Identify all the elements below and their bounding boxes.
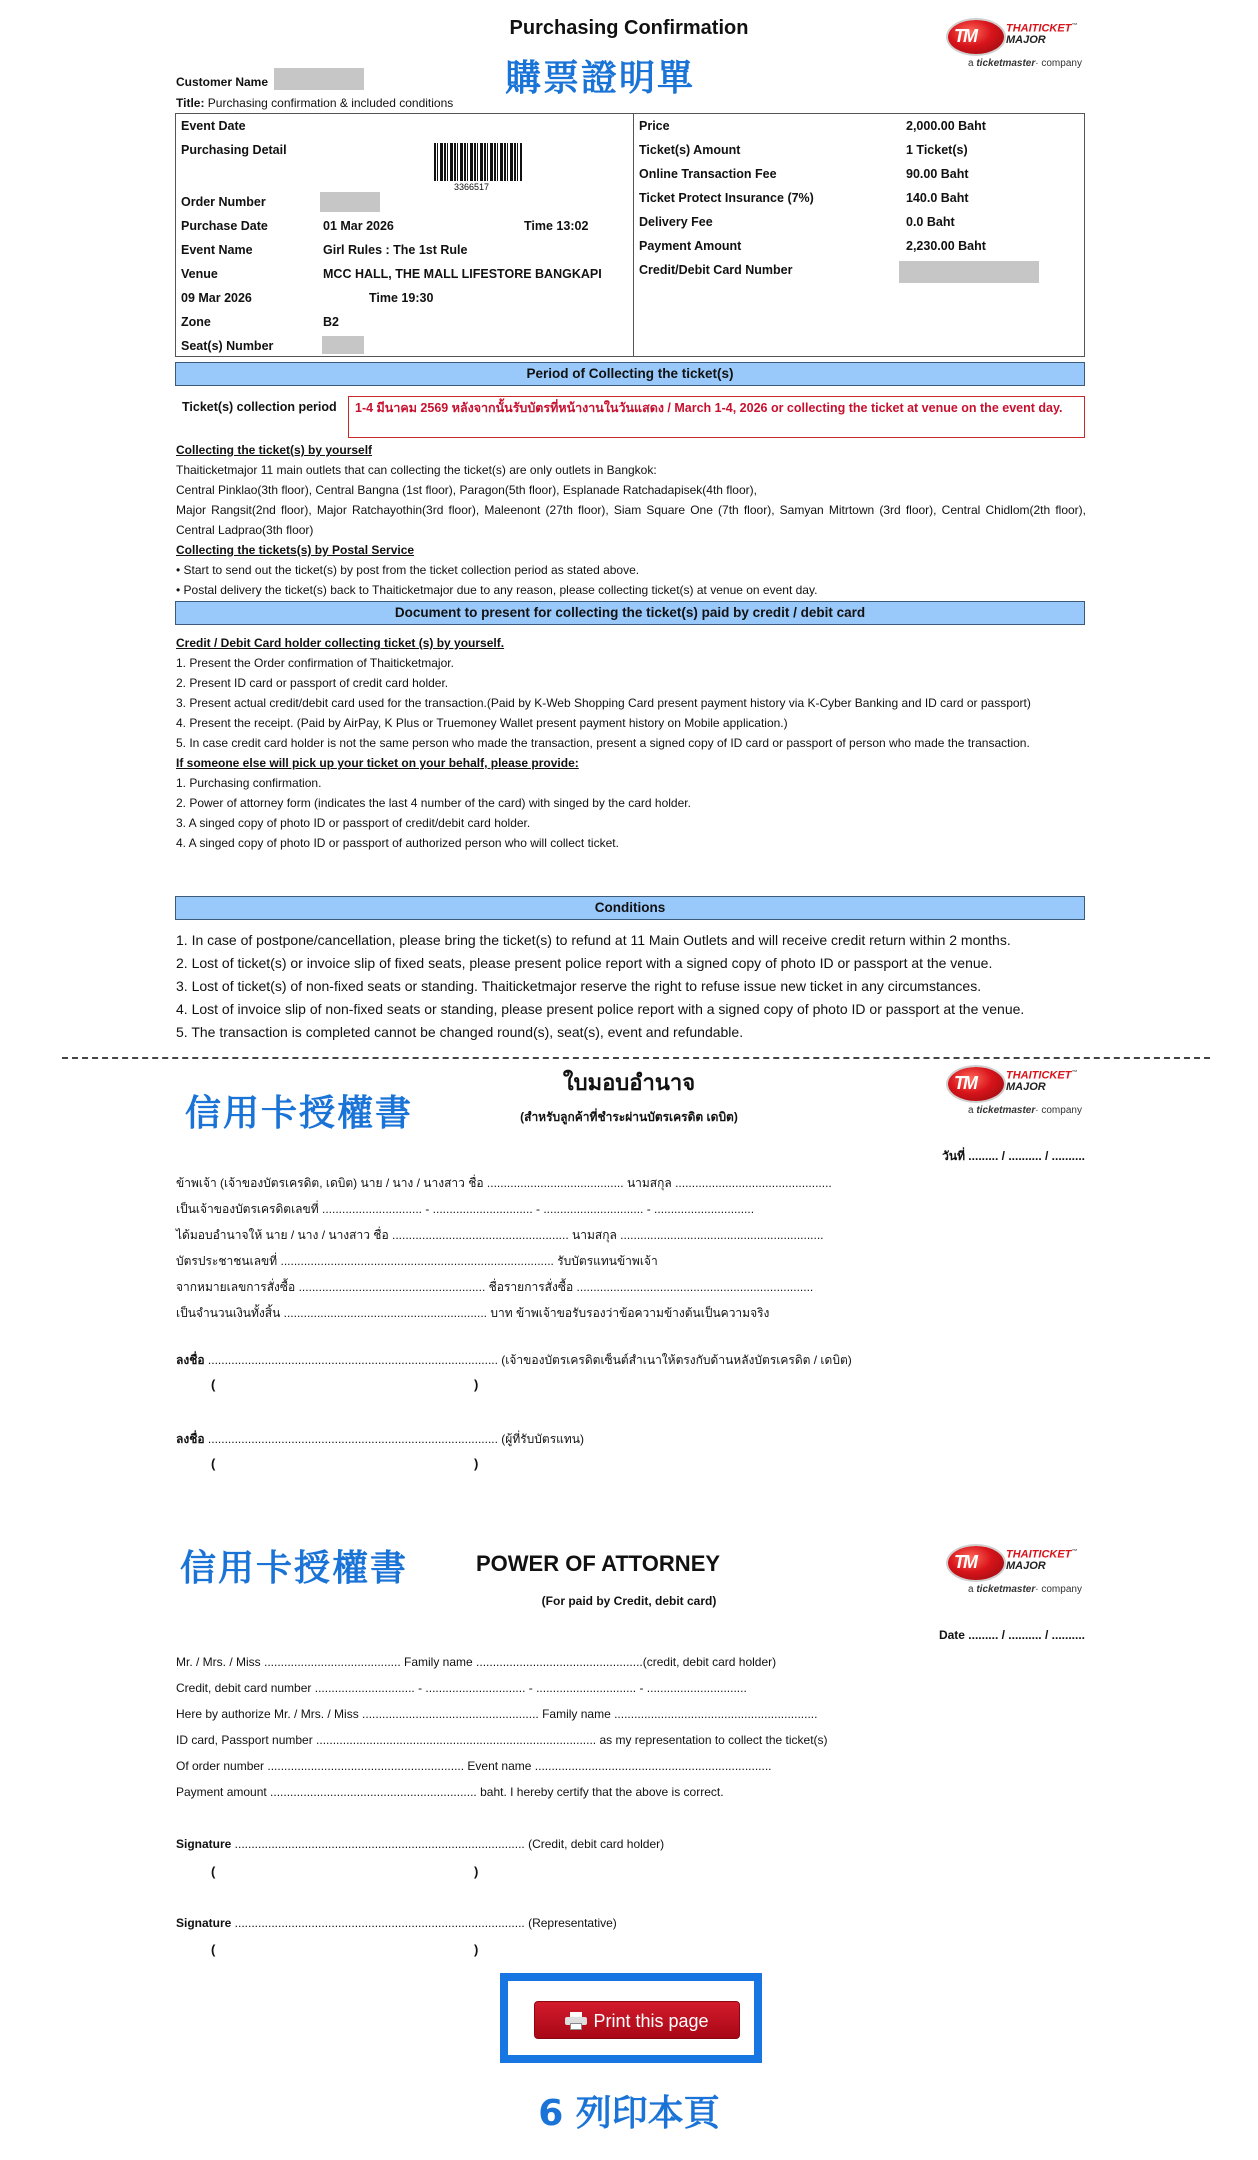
representative-item: 2. Power of attorney form (indicates the last 4 number of the card) with singed by the card holder. [176, 796, 691, 810]
print-button-highlight-frame [500, 1973, 762, 2063]
insurance-value: 140.0 Baht [906, 191, 969, 205]
purchase-date-label: Purchase Date [181, 219, 268, 233]
thai-form-line-id-card[interactable]: บัตรประชาชนเลขที่ .................................................................................. รับบัตรแทนข้าพเจ้า [176, 1254, 658, 1268]
english-form-line-order[interactable]: Of order number ........................................................... Event name ....................................................................... [176, 1759, 772, 1773]
barcode-number: 3366517 [454, 182, 490, 192]
payment-amount-label: Payment Amount [639, 239, 742, 253]
venue-value: MCC HALL, THE MALL LIFESTORE BANGKAPI [323, 267, 602, 281]
thaiticketmajor-logo: TM THAITICKET™ MAJOR a ticketmaster· company [948, 16, 1098, 72]
english-form-line-id-card[interactable]: ID card, Passport number .................................................................................... as my representation to collect the ticket(s) [176, 1733, 828, 1747]
english-signature-representative[interactable]: Signature ....................................................................................... (Representative) [176, 1916, 617, 1930]
collection-info [176, 440, 1086, 600]
representative-item: 3. A singed copy of photo ID or passport of credit/debit card holder. [176, 816, 531, 830]
thai-form-line-order[interactable]: จากหมายเลขการสั่งซื้อ ........................................................ ชื่อรายการสั่งซื้อ ....................................................................... [176, 1280, 814, 1294]
table-divider [633, 114, 634, 356]
thaiticketmajor-logo: TM THAITICKET™ MAJOR a ticketmaster· company [948, 1542, 1098, 1598]
purchase-time: Time 13:02 [524, 219, 589, 233]
cjk-annotation-english-poa: 信用卡授權書 [180, 1548, 409, 1589]
event-date-label: Event Date [181, 119, 246, 133]
english-form-line-representative[interactable]: Here by authorize Mr. / Mrs. / Miss ..................................................... Family name ............................................................. [176, 1707, 818, 1721]
thai-form-line-amount[interactable]: เป็นจำนวนเงินทั้งสิ้น ............................................................. บาท ข้าพเจ้าขอรับรองว่าข้อความข้างต้นเป็นความจริง [176, 1306, 770, 1320]
condition-item: 5. The transaction is completed cannot be changed round(s), seat(s), event and refundable. [176, 1024, 744, 1040]
postal-item-1: • Start to send out the ticket(s) by post from the ticket collection period as stated above. [176, 563, 640, 577]
delivery-fee-value: 0.0 Baht [906, 215, 955, 229]
english-form-line-amount[interactable]: Payment amount .............................................................. baht. I hereby certify that the above is correct. [176, 1785, 724, 1799]
customer-name-field [176, 75, 364, 90]
conditions-list [176, 929, 1086, 1044]
thai-form-line-card-number[interactable]: เป็นเจ้าของบัตรเครดิตเลขที่ .............................. - .............................. - .............................. - .............................. [176, 1202, 755, 1216]
cardholder-item: 4. Present the receipt. (Paid by AirPay, K Plus or Truemoney Wallet present payment history on Mobile application.) [176, 716, 788, 730]
representative-heading: If someone else will pick up your ticket on your behalf, please provide: [176, 756, 579, 770]
cardholder-item: 5. In case credit card holder is not the same person who made the transaction, present a signed copy of ID card or passport of person who made the transaction. [176, 736, 1030, 750]
postal-item-2: • Postal delivery the ticket(s) back to Thaiticketmajor due to any reason, please collecting ticket(s) at venue on event day. [176, 583, 818, 597]
purchasing-detail-label: Purchasing Detail [181, 143, 287, 157]
section-bar-collection-period: Period of Collecting the ticket(s) [175, 362, 1085, 386]
thai-signature-holder[interactable]: ลงชื่อ ....................................................................................... (เจ้าของบัตรเครดิตเซ็นต์สำเนาให้ตรงกับด้านหลังบัตรเครดิต / เดบิต) [176, 1353, 852, 1367]
condition-item: 2. Lost of ticket(s) or invoice slip of fixed seats, please present police report with a signed copy of photo ID or passport at the venue. [176, 955, 993, 971]
ticket-amount-label: Ticket(s) Amount [639, 143, 741, 157]
print-button-label: Print this page [593, 2011, 709, 2031]
ticket-amount-value: 1 Ticket(s) [906, 143, 968, 157]
card-number-label: Credit/Debit Card Number [639, 263, 793, 277]
section-bar-conditions: Conditions [175, 896, 1085, 920]
self-collection-heading: Collecting the ticket(s) by yourself [176, 443, 373, 457]
document-title-line: Title: Purchasing confirmation & included conditions [176, 96, 454, 110]
zone-label: Zone [181, 315, 211, 329]
condition-item: 4. Lost of invoice slip of non-fixed seats or standing, please present police report with a signed copy of photo ID or passport at the venue. [176, 1001, 1025, 1017]
representative-item: 1. Purchasing confirmation. [176, 776, 322, 790]
customer-name-redacted [274, 68, 364, 90]
paren-open: ( [211, 1942, 216, 1957]
paren-open: ( [211, 1377, 216, 1392]
event-time: Time 19:30 [369, 291, 434, 305]
transaction-fee-value: 90.00 Baht [906, 167, 969, 181]
paren-open: ( [211, 1456, 216, 1471]
cardholder-item: 3. Present actual credit/debit card used for the transaction.(Paid by K-Web Shopping Card present payment history via K-Cyber Banking and ID card or passport) [176, 696, 1031, 710]
english-date-field[interactable]: Date ......... / .......... / .......... [938, 1628, 1085, 1642]
customer-name-label: Customer Name [176, 75, 269, 89]
barcode-icon [434, 143, 522, 181]
outlets-line-1: Central Pinklao(3th floor), Central Bangna (1st floor), Paragon(5th floor), Esplanade Ratchadapisek(4th floor), [176, 483, 757, 497]
card-number-redacted [899, 261, 1039, 283]
price-label: Price [639, 119, 670, 133]
postal-heading: Collecting the tickets(s) by Postal Service [176, 543, 415, 557]
cut-line-divider [62, 1057, 1210, 1059]
price-value: 2,000.00 Baht [906, 119, 986, 133]
logo-mark-icon: TM [948, 1546, 1004, 1580]
event-name-label: Event Name [181, 243, 253, 257]
cardholder-heading: Credit / Debit Card holder collecting ticket (s) by yourself. [176, 636, 505, 650]
printer-icon [565, 2012, 587, 2030]
payment-amount-value: 2,230.00 Baht [906, 239, 986, 253]
condition-item: 1. In case of postpone/cancellation, please bring the ticket(s) to refund at 11 Main Outlets and will receive credit return within 2 months. [176, 932, 1011, 948]
thaiticketmajor-logo: TM THAITICKET™ MAJOR a ticketmaster· company [948, 1063, 1098, 1119]
section-bar-documents: Document to present for collecting the ticket(s) paid by credit / debit card [175, 601, 1085, 625]
english-signature-holder[interactable]: Signature ....................................................................................... (Credit, debit card holder) [176, 1837, 665, 1851]
page-title: Purchasing Confirmation [509, 17, 749, 39]
thai-poa-subtitle: (สำหรับลูกค้าที่ชำระผ่านบัตรเครดิต เดบิต) [520, 1110, 738, 1124]
collection-period-value: 1-4 มีนาคม 2569 หลังจากนั้นรับบัตรที่หน้างานในวันแสดง / March 1-4, 2026 or collecting the ticket at venue on the event day. [348, 396, 1085, 438]
thai-form-line-holder-name[interactable]: ข้าพเจ้า (เจ้าของบัตรเครดิต, เดบิต) นาย / นาง / นางสาว ชื่อ ......................................... นามสกุล ............................................... [176, 1176, 832, 1190]
paren-close: ) [474, 1456, 479, 1471]
representative-item: 4. A singed copy of photo ID or passport of authorized person who will collect ticket. [176, 836, 619, 850]
cjk-annotation-print-step: 6 列印本頁 [538, 2093, 720, 2134]
order-number-redacted [320, 192, 380, 212]
purchase-date-value: 01 Mar 2026 [323, 219, 394, 233]
seat-number-label: Seat(s) Number [181, 339, 274, 353]
english-form-line-card-number[interactable]: Credit, debit card number .............................. - .............................. - .............................. - .............................. [176, 1681, 747, 1695]
english-poa-title: POWER OF ATTORNEY [476, 1551, 721, 1576]
thai-signature-representative[interactable]: ลงชื่อ ....................................................................................... (ผู้ที่รับบัตรแทน) [176, 1432, 585, 1446]
venue-label: Venue [181, 267, 218, 281]
cjk-annotation-purchase-confirmation: 購票證明單 [505, 58, 696, 99]
print-this-page-button[interactable] [534, 2001, 740, 2039]
thai-form-line-representative[interactable]: ได้มอบอำนาจให้ นาย / นาง / นางสาว ชื่อ ..................................................... นามสกุล ............................................................. [176, 1228, 824, 1242]
seat-number-redacted [322, 336, 364, 354]
logo-mark-icon: TM [948, 20, 1004, 54]
collection-period-label: Ticket(s) collection period [182, 400, 337, 414]
english-poa-subtitle: (For paid by Credit, debit card) [541, 1594, 717, 1608]
logo-mark-icon: TM [948, 1067, 1004, 1101]
condition-item: 3. Lost of ticket(s) of non-fixed seats or standing. Thaiticketmajor reserve the right to refuse issue new ticket in any circumstances. [176, 978, 982, 994]
transaction-fee-label: Online Transaction Fee [639, 167, 777, 181]
thai-date-field[interactable]: วันที่ ......... / .......... / .......... [942, 1149, 1085, 1163]
order-number-label: Order Number [181, 195, 266, 209]
paren-close: ) [474, 1377, 479, 1392]
insurance-label: Ticket Protect Insurance (7%) [639, 191, 814, 205]
cardholder-item: 2. Present ID card or passport of credit card holder. [176, 676, 449, 690]
paren-open: ( [211, 1864, 216, 1879]
order-info-table [175, 113, 1085, 357]
delivery-fee-label: Delivery Fee [639, 215, 713, 229]
paren-close: ) [474, 1864, 479, 1879]
paren-close: ) [474, 1942, 479, 1957]
self-collection-intro: Thaiticketmajor 11 main outlets that can collecting the ticket(s) are only outlets in Bangkok: [176, 463, 657, 477]
outlets-line-2: Major Rangsit(2nd floor), Major Ratchayothin(3rd floor), Maleenont (27th floor), Siam Square One (7th floor), Samyan Mitrtown (3rd floor), Central Chidlom(2th floor), Central Ladprao(3th floor) [176, 503, 1086, 537]
documents-info [176, 633, 1086, 853]
event-date-value: 09 Mar 2026 [181, 291, 252, 305]
cardholder-item: 1. Present the Order confirmation of Thaiticketmajor. [176, 656, 454, 670]
event-name-value: Girl Rules : The 1st Rule [323, 243, 468, 257]
thai-poa-title: ใบมอบอำนาจ [562, 1070, 696, 1095]
zone-value: B2 [323, 315, 339, 329]
english-form-line-holder-name[interactable]: Mr. / Mrs. / Miss ......................................... Family name ..................................................(credit, debit card holder) [176, 1655, 777, 1669]
cjk-annotation-thai-poa: 信用卡授權書 [185, 1093, 414, 1134]
